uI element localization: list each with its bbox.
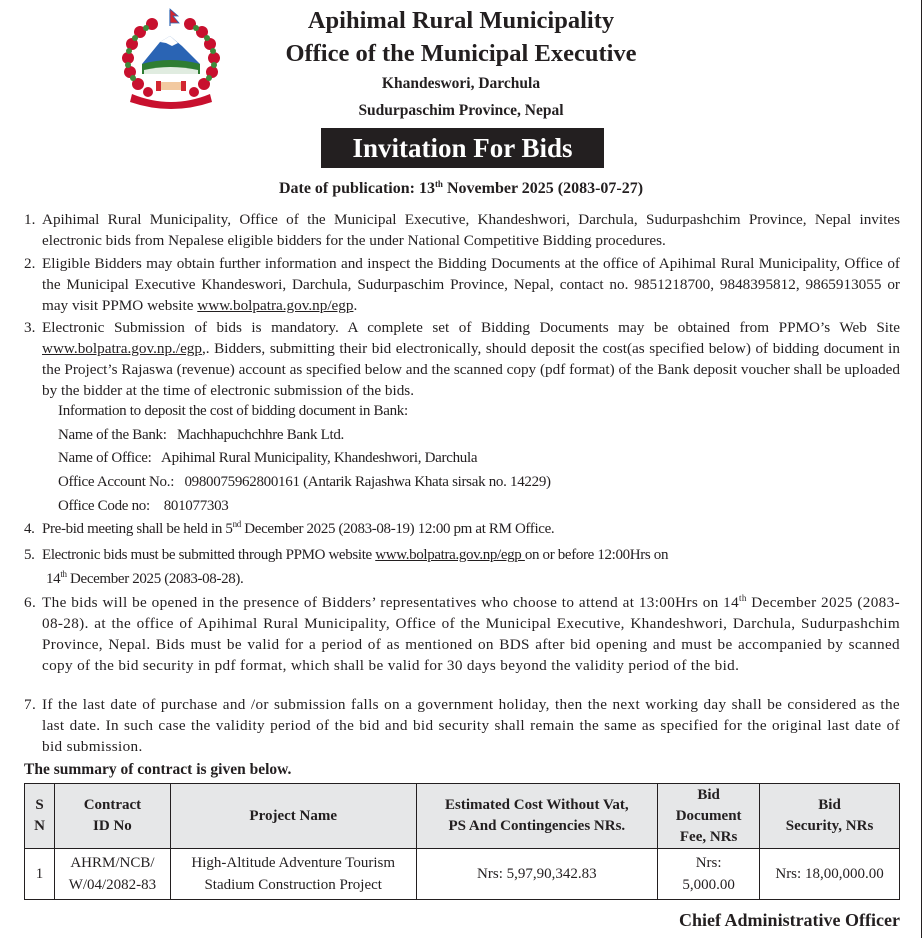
clause-text-body: Electronic Submission of bids is mandatory. A complete set of Bidding Documents may be obtained from PPMO’s Web Site [42,319,900,336]
header-contract-id [54,784,170,849]
office-code-value: 801077303 [163,497,229,514]
header-text: Contract [83,797,142,813]
header-text: S [35,797,44,813]
cell-text: High-Altitude Adventure Tourism [191,855,396,871]
office-name-label: Name of Office: [58,450,152,467]
clause-number: 6. [24,594,37,611]
office-code-label: Office Code no: [58,497,150,514]
header-text: Bid [697,786,720,803]
header-text: N [34,818,45,834]
clause-text-body: The bids will be opened in the presence of Bidders’ representatives who choose to attend at 13:00Hrs on [42,594,724,611]
office-name: Office of the Municipal Executive [285,40,637,67]
clause-text-end: . [353,297,358,314]
clause-text [42,592,900,676]
publication-date-label: Date of publication: [278,180,419,197]
organization-name: Apihimal Rural Municipality [307,7,615,34]
cell-project-name [170,849,416,900]
opening-day: 14 [723,594,740,611]
clause-number: 3. [24,319,36,336]
clause-text: If the last date of purchase and /or submission falls on a government holiday, then the next working day shall be considered as the last date. In such case the validity period of the bid and bid security shall remain the same as specified for the original last date of bid submission. [42,696,900,755]
clause-text [42,543,900,591]
header-text: PS And Contingencies NRs. [448,818,626,834]
table-row [25,849,900,900]
clause-text-body: Eligible Bidders may obtain further information and inspect the Bidding Documents at the office of Apihimal Rural Municipality, Office of the Municipal Executive Khandeswori, Darchula, Sudurpaschim Province, Nepal, contact no. 9851218700, 9848395812, 9865913055 or may visit PPMO website [42,255,900,314]
publication-date-rest: November 2025 (2083-07-27) [442,180,644,197]
location-line-2: Sudurpaschim Province, Nepal [358,102,564,119]
page-right-border [921,0,922,938]
header-bid-security [760,784,900,849]
clause-2 [24,253,900,316]
ppmo-website-link[interactable]: www.bolpatra.gov.np/egp [375,547,525,563]
cell-sn: 1 [25,849,55,900]
clause-number: 2. [24,255,36,272]
header-text: Document [675,807,742,824]
publication-day: 13 [418,180,435,197]
header-bid-document-fee [658,784,760,849]
clause-text [42,253,900,316]
cell-text: AHRM/NCB/ [70,855,155,871]
office-name-value: Apihimal Rural Municipality, Khandeshwori, Darchula [161,450,478,467]
cell-bid-document-fee [658,849,760,900]
cell-text: Stadium Construction Project [204,877,382,893]
clause-text-body-continued: December 2025 (2083-08-19) 12:00 pm at RM Office. [240,521,555,537]
publication-date [200,179,722,199]
signatory-title: Chief Administrative Officer [679,910,900,930]
cell-text: W/04/2082-83 [68,877,157,893]
clause-number: 7. [24,696,37,713]
account-number-value: 0980075962800161 (Antarik Rajashwa Khata sirsak no. 14229) [184,474,551,491]
clause-text-body-continued: December 2025 (2083-08-28). at the office of Apihimal Rural Municipality, Office of the Municipal Executive, Khandeshwori, Darchula, Sudurpashchim Province, Nepal. Bids must be valid for a period of as mentioned on BDS after bid opening and must be accompanied by scanned copy of the bid security in pdf format, which shall be valid for 30 days beyond the validity period of the bid. [42,594,900,674]
clause-1 [24,209,900,251]
summary-heading: The summary of contract is given below. [24,761,292,778]
bank-name-value: Machhapuchchhre Bank Ltd. [176,426,345,443]
bank-deposit-info [58,400,551,519]
submission-date-rest: December 2025 (2083-08-28). [66,571,244,587]
bank-name-label: Name of the Bank: [58,426,167,443]
notice-title: Invitation For Bids [352,133,573,163]
clause-5 [24,543,900,591]
clause-6 [24,592,900,676]
ppmo-website-link[interactable]: www.bolpatra.gov.np./egp [42,340,202,357]
clause-3 [24,317,900,401]
clause-text-body: Pre-bid meeting shall be held in [42,521,226,537]
table-header-row [25,784,900,849]
location-line-1: Khandeswori, Darchula [381,75,541,92]
header-text: ID No [93,818,132,834]
bank-name-row [58,424,551,448]
clause-4 [24,519,900,540]
header-text: Security, NRs [785,818,874,834]
contract-summary-table [24,783,900,900]
header-text: Fee, NRs [679,828,738,845]
cell-text: 5,000.00 [682,877,735,893]
clause-text-body-continued: ,. Bidders, submitting their bid electronically, should deposit the cost(as specified below) of bidding document in the Project’s Rajaswa (revenue) account as specified below and the scanned copy (pdf format) of the Bank deposit voucher shall be uploaded by the bidder at the time of electronic submission of the bids. [42,340,900,399]
opening-day-suffix: th [739,593,747,603]
clause-text [42,317,900,401]
cell-text: Nrs: [695,855,722,871]
clause-text: Apihimal Rural Municipality, Office of the Municipal Executive, Khandeshwori, Darchula, Sudurpashchim Province, Nepal invites electronic bids from Nepalese eligible bidders for the under National Competitive Bidding procedures. [42,211,900,249]
header-text: Bid [818,797,841,813]
prebid-day-suffix: nd [232,519,241,529]
clause-text [42,519,900,540]
office-name-row [58,447,551,471]
cell-estimated-cost: Nrs: 5,97,90,342.83 [416,849,658,900]
clause-7 [24,694,900,757]
publication-day-suffix: th [434,179,443,189]
header-estimated-cost [416,784,658,849]
header-text: Project Name [249,807,337,824]
account-number-row [58,471,551,495]
header-sn [25,784,55,849]
clause-number: 4. [24,521,35,537]
header-project-name [170,784,416,849]
cell-contract-id [54,849,170,900]
clause-text-body-continued: on or before 12:00Hrs on [524,547,669,563]
ppmo-website-link[interactable]: www.bolpatra.gov.np/egp [197,297,354,314]
prebid-day: 5 [225,521,233,537]
notice-title-band [321,128,604,168]
cell-bid-security: Nrs: 18,00,000.00 [760,849,900,900]
submission-day: 14 [46,571,61,587]
clause-text-body: Electronic bids must be submitted through PPMO website [42,547,376,563]
clause-number: 1. [24,211,36,228]
submission-day-suffix: th [60,569,67,579]
header-text: Estimated Cost Without Vat, [445,797,629,813]
clause-number: 5. [24,547,35,563]
account-number-label: Office Account No.: [58,474,175,491]
bank-info-intro: Information to deposit the cost of bidding document in Bank: [58,403,408,419]
office-code-row [58,495,551,519]
